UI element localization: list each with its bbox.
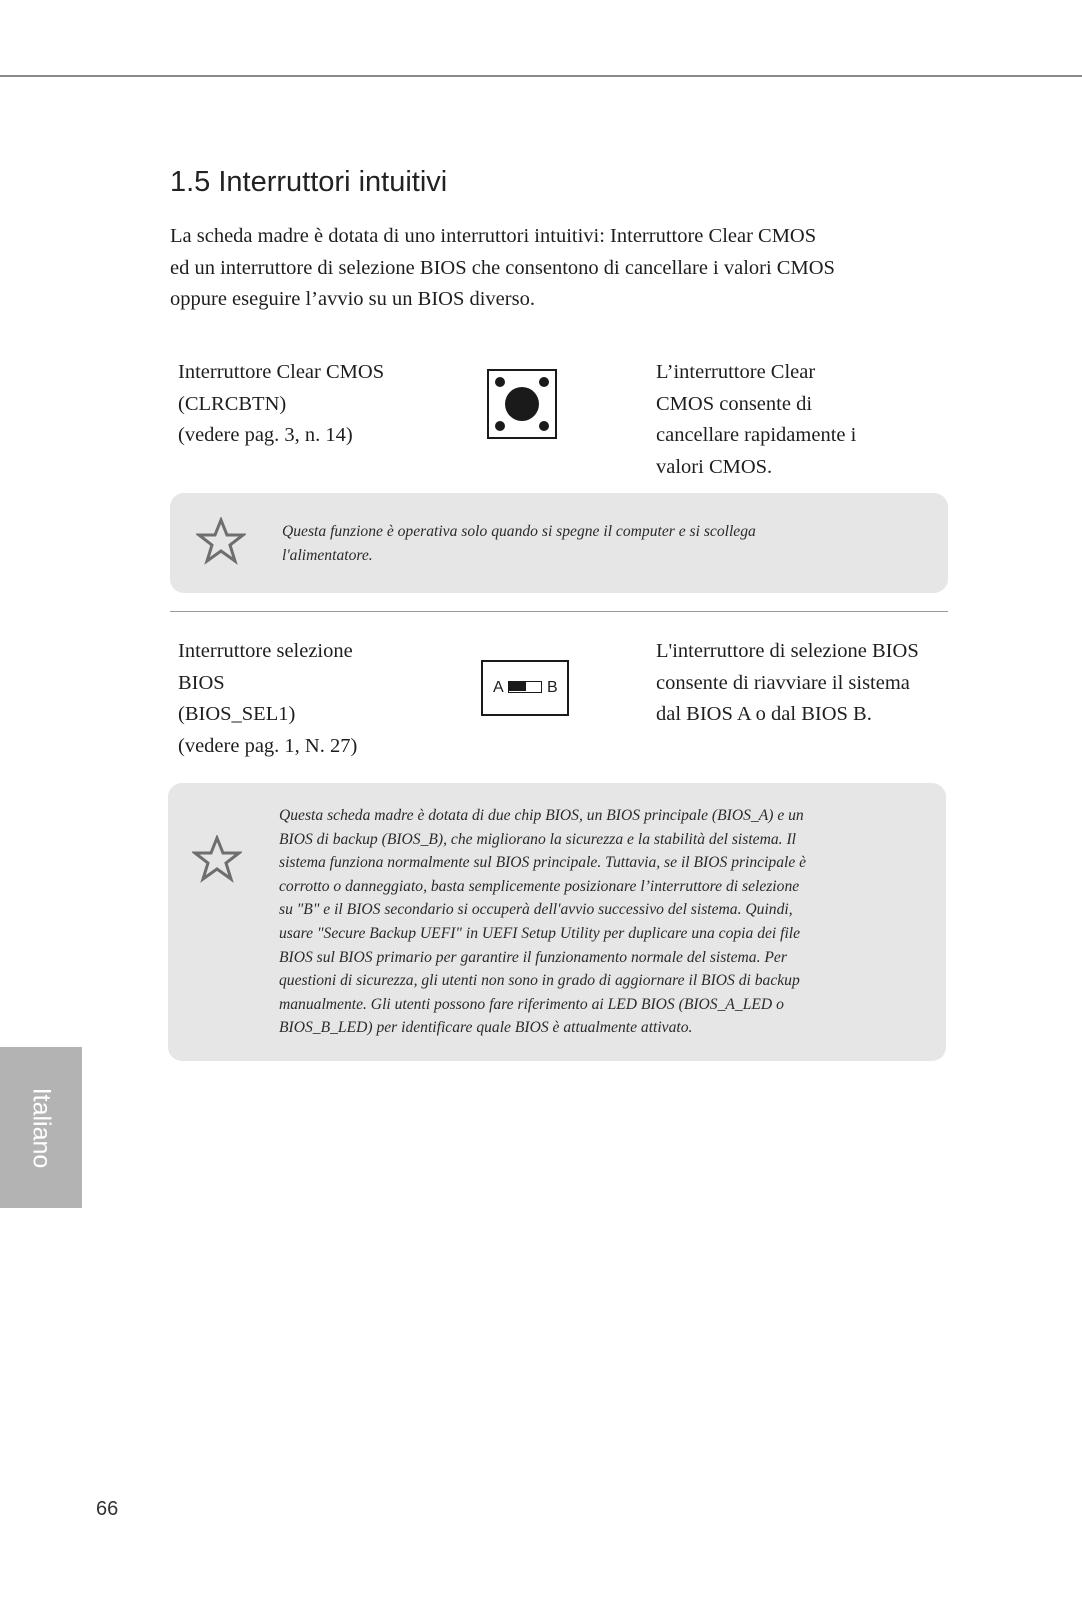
note-text bbox=[279, 804, 806, 1040]
star-icon bbox=[196, 517, 246, 565]
label-line: Interruttore Clear CMOS bbox=[178, 361, 385, 383]
corner-dot bbox=[539, 421, 549, 431]
button-cap bbox=[505, 387, 539, 421]
header-rule bbox=[0, 75, 1082, 77]
language-label: Italiano bbox=[27, 1087, 56, 1168]
note-line: questioni di sicurezza, gli utenti non sono in grado di aggiornare il BIOS di backup bbox=[279, 972, 800, 990]
switch-track bbox=[508, 681, 542, 693]
label-line: (vedere pag. 3, n. 14) bbox=[178, 424, 353, 446]
bios-select-label bbox=[178, 636, 357, 762]
switch-label-a: A bbox=[493, 679, 504, 696]
description-line: dal BIOS A o dal BIOS B. bbox=[656, 703, 872, 725]
intro-line: La scheda madre è dotata di uno interruttori intuitivi: Interruttore Clear CMOS bbox=[170, 225, 817, 247]
clear-cmos-description bbox=[656, 357, 856, 483]
note-line: su "B" e il BIOS secondario si occuperà dell'avvio successivo del sistema. Quindi, bbox=[279, 901, 793, 919]
corner-dot bbox=[539, 377, 549, 387]
corner-dot bbox=[495, 421, 505, 431]
note-line: sistema funziona normalmente sul BIOS principale. Tuttavia, se il BIOS principale è bbox=[279, 854, 807, 872]
label-line: Interruttore selezione bbox=[178, 640, 353, 662]
label-line: (BIOS_SEL1) bbox=[178, 703, 296, 725]
description-line: cancellare rapidamente i bbox=[656, 424, 857, 446]
note-line: corrotto o danneggiato, basta semplicemente posizionare l’interruttore di selezione bbox=[279, 877, 800, 895]
push-button-icon bbox=[487, 369, 557, 439]
description-line: L’interruttore Clear bbox=[656, 361, 816, 383]
bios-select-note bbox=[168, 783, 946, 1061]
switch-knob bbox=[509, 682, 526, 691]
description-line: L'interruttore di selezione BIOS bbox=[656, 640, 919, 662]
star-icon bbox=[192, 835, 242, 883]
note-text bbox=[282, 520, 756, 568]
label-line: (CLRCBTN) bbox=[178, 392, 287, 415]
note-line: Questa funzione è operativa solo quando si spegne il computer e si scollega bbox=[282, 523, 756, 540]
description-line: CMOS consente di bbox=[656, 392, 813, 415]
section-title: 1.5 Interruttori intuitivi bbox=[170, 166, 448, 198]
label-line: (vedere pag. 1, N. 27) bbox=[178, 734, 358, 757]
note-line: BIOS di backup (BIOS_B), che migliorano la sicurezza e la stabilità del sistema. Il bbox=[279, 830, 796, 848]
description-line: valori CMOS. bbox=[656, 455, 773, 478]
label-line: BIOS bbox=[178, 671, 225, 694]
page-number: 66 bbox=[96, 1498, 119, 1520]
switch-label-b: B bbox=[547, 679, 558, 696]
note-line: BIOS sul BIOS primario per garantire il funzionamento normale del sistema. Per bbox=[279, 948, 787, 966]
clear-cmos-label bbox=[178, 357, 384, 452]
corner-dot bbox=[495, 377, 505, 387]
description-line: consente di riavviare il sistema bbox=[656, 671, 910, 694]
bios-select-description bbox=[656, 636, 919, 731]
clear-cmos-note bbox=[170, 493, 948, 593]
section-divider bbox=[170, 611, 948, 612]
note-line: l'alimentatore. bbox=[282, 547, 373, 564]
note-line: Questa scheda madre è dotata di due chip BIOS, un BIOS principale (BIOS_A) e un bbox=[279, 807, 804, 824]
intro-line: ed un interruttore di selezione BIOS che consentono di cancellare i valori CMOS bbox=[170, 256, 835, 279]
slide-switch-icon bbox=[481, 660, 569, 716]
intro-line: oppure eseguire l’avvio su un BIOS diverso. bbox=[170, 288, 535, 310]
language-side-tab bbox=[0, 1047, 82, 1208]
note-line: usare "Secure Backup UEFI" in UEFI Setup Utility per duplicare una copia dei file bbox=[279, 924, 801, 942]
intro-paragraph bbox=[170, 221, 890, 316]
note-line: BIOS_B_LED) per identificare quale BIOS è attualmente attivato. bbox=[279, 1019, 693, 1037]
note-line: manualmente. Gli utenti possono fare riferimento ai LED BIOS (BIOS_A_LED o bbox=[279, 995, 784, 1013]
